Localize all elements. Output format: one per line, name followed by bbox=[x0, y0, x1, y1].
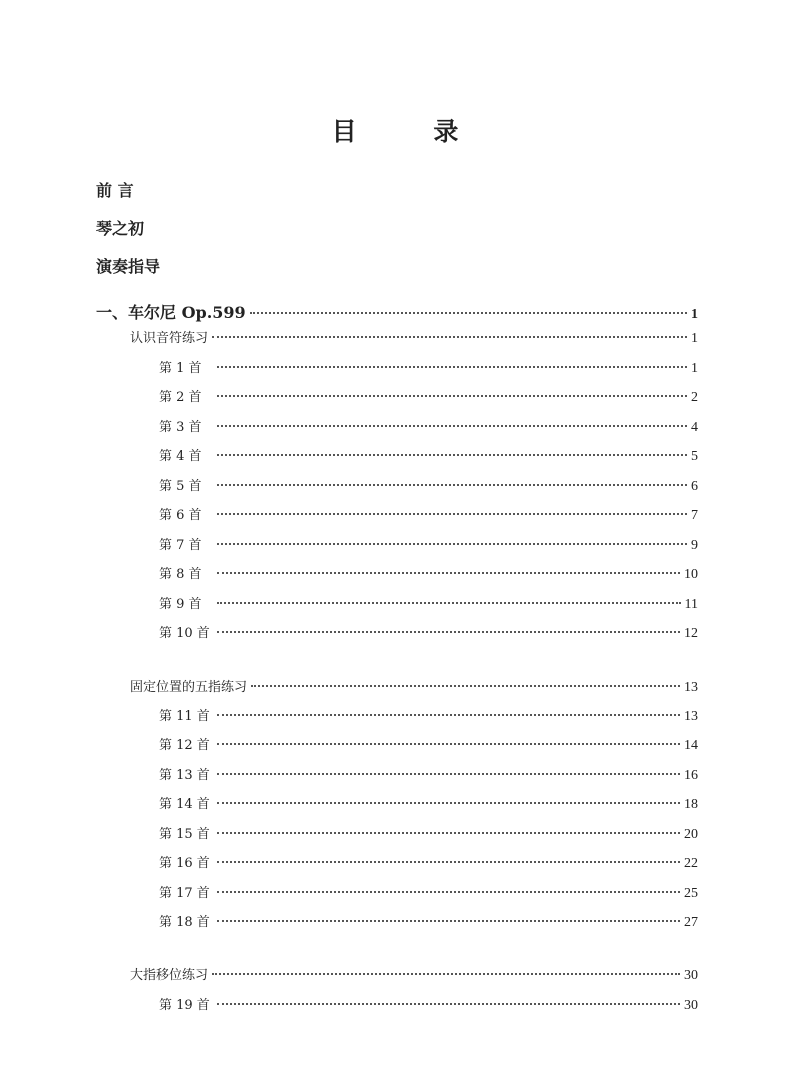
toc-entry[interactable] bbox=[159, 764, 698, 784]
page-number: 7 bbox=[691, 508, 698, 523]
leader-dots bbox=[217, 513, 687, 515]
leader-dots bbox=[217, 714, 680, 716]
toc-entry[interactable] bbox=[159, 534, 698, 554]
toc-entry[interactable] bbox=[159, 823, 698, 843]
entry-label: 第 15 首 bbox=[159, 827, 210, 842]
page-number: 4 bbox=[691, 420, 698, 435]
entry-label: 第 13 首 bbox=[159, 768, 210, 783]
entry-label: 第 9 首 bbox=[159, 597, 202, 612]
leader-dots bbox=[217, 773, 680, 775]
toc-entry[interactable] bbox=[159, 793, 698, 813]
leader-dots bbox=[217, 802, 680, 804]
leader-dots bbox=[217, 454, 687, 456]
chapter-label: 一、车尔尼 Op.599 bbox=[96, 303, 246, 322]
leader-dots bbox=[250, 312, 687, 314]
section-label: 大指移位练习 bbox=[130, 968, 209, 983]
toc-entry[interactable] bbox=[159, 911, 698, 931]
leader-dots bbox=[212, 336, 687, 338]
page-number: 18 bbox=[684, 797, 698, 812]
entry-label: 第 18 首 bbox=[159, 915, 210, 930]
leader-dots bbox=[217, 891, 680, 893]
page-number: 14 bbox=[684, 738, 698, 753]
page-number: 11 bbox=[684, 597, 698, 612]
front-matter-preface[interactable]: 前 言 bbox=[96, 181, 134, 200]
entry-label: 第 2 首 bbox=[159, 390, 202, 405]
leader-dots bbox=[217, 425, 687, 427]
toc-chapter[interactable] bbox=[96, 300, 698, 323]
page-number: 27 bbox=[684, 915, 698, 930]
leader-dots bbox=[212, 973, 680, 975]
entry-label: 第 14 首 bbox=[159, 797, 210, 812]
toc-entry[interactable] bbox=[159, 504, 698, 524]
page-number: 1 bbox=[691, 331, 698, 346]
entry-label: 第 5 首 bbox=[159, 479, 202, 494]
front-matter-guide[interactable]: 演奏指导 bbox=[96, 257, 161, 276]
page-number: 13 bbox=[684, 709, 698, 724]
leader-dots bbox=[217, 743, 680, 745]
toc-entry[interactable] bbox=[159, 445, 698, 465]
toc-section[interactable] bbox=[130, 327, 698, 347]
entry-label: 第 8 首 bbox=[159, 567, 202, 582]
entry-label: 第 11 首 bbox=[159, 709, 210, 724]
page-number: 30 bbox=[684, 998, 698, 1013]
leader-dots bbox=[217, 832, 680, 834]
page-number: 6 bbox=[691, 479, 698, 494]
toc-entry[interactable] bbox=[159, 994, 698, 1014]
front-matter-intro[interactable]: 琴之初 bbox=[96, 219, 145, 238]
section-label: 认识音符练习 bbox=[130, 331, 209, 346]
toc-entry[interactable] bbox=[159, 386, 698, 406]
toc-section[interactable] bbox=[130, 964, 698, 984]
page-number: 1 bbox=[691, 361, 698, 376]
leader-dots bbox=[217, 572, 680, 574]
leader-dots bbox=[217, 631, 680, 633]
leader-dots bbox=[217, 1003, 680, 1005]
leader-dots bbox=[217, 920, 680, 922]
page-number: 16 bbox=[684, 768, 698, 783]
toc-section[interactable] bbox=[130, 676, 698, 696]
leader-dots bbox=[217, 602, 681, 604]
page-number: 20 bbox=[684, 827, 698, 842]
leader-dots bbox=[217, 861, 680, 863]
toc-entry[interactable] bbox=[159, 734, 698, 754]
page-number: 2 bbox=[691, 390, 698, 405]
entry-label: 第 17 首 bbox=[159, 886, 210, 901]
page-number: 9 bbox=[691, 538, 698, 553]
toc-entry[interactable] bbox=[159, 882, 698, 902]
page-number: 5 bbox=[691, 449, 698, 464]
entry-label: 第 1 首 bbox=[159, 361, 202, 376]
page-number: 10 bbox=[684, 567, 698, 582]
page-number: 25 bbox=[684, 886, 698, 901]
page-number: 13 bbox=[684, 680, 698, 695]
toc-entry[interactable] bbox=[159, 705, 698, 725]
entry-label: 第 3 首 bbox=[159, 420, 202, 435]
leader-dots bbox=[217, 395, 687, 397]
page-number: 22 bbox=[684, 856, 698, 871]
toc-entry[interactable] bbox=[159, 622, 698, 642]
toc-entry[interactable] bbox=[159, 593, 698, 613]
entry-label: 第 7 首 bbox=[159, 538, 202, 553]
entry-label: 第 10 首 bbox=[159, 626, 210, 641]
entry-label: 第 19 首 bbox=[159, 998, 210, 1013]
leader-dots bbox=[217, 543, 687, 545]
toc-entry[interactable] bbox=[159, 852, 698, 872]
page-title: 目 录 bbox=[331, 117, 493, 146]
toc-entry[interactable] bbox=[159, 416, 698, 436]
leader-dots bbox=[251, 685, 680, 687]
toc-entry[interactable] bbox=[159, 563, 698, 583]
entry-label: 第 12 首 bbox=[159, 738, 210, 753]
section-label: 固定位置的五指练习 bbox=[130, 680, 248, 695]
entry-label: 第 4 首 bbox=[159, 449, 202, 464]
entry-label: 第 16 首 bbox=[159, 856, 210, 871]
page-number: 30 bbox=[684, 968, 698, 983]
toc-entry[interactable] bbox=[159, 357, 698, 377]
leader-dots bbox=[217, 484, 687, 486]
entry-label: 第 6 首 bbox=[159, 508, 202, 523]
leader-dots bbox=[217, 366, 687, 368]
toc-entry[interactable] bbox=[159, 475, 698, 495]
page-number: 1 bbox=[691, 307, 698, 322]
page-number: 12 bbox=[684, 626, 698, 641]
